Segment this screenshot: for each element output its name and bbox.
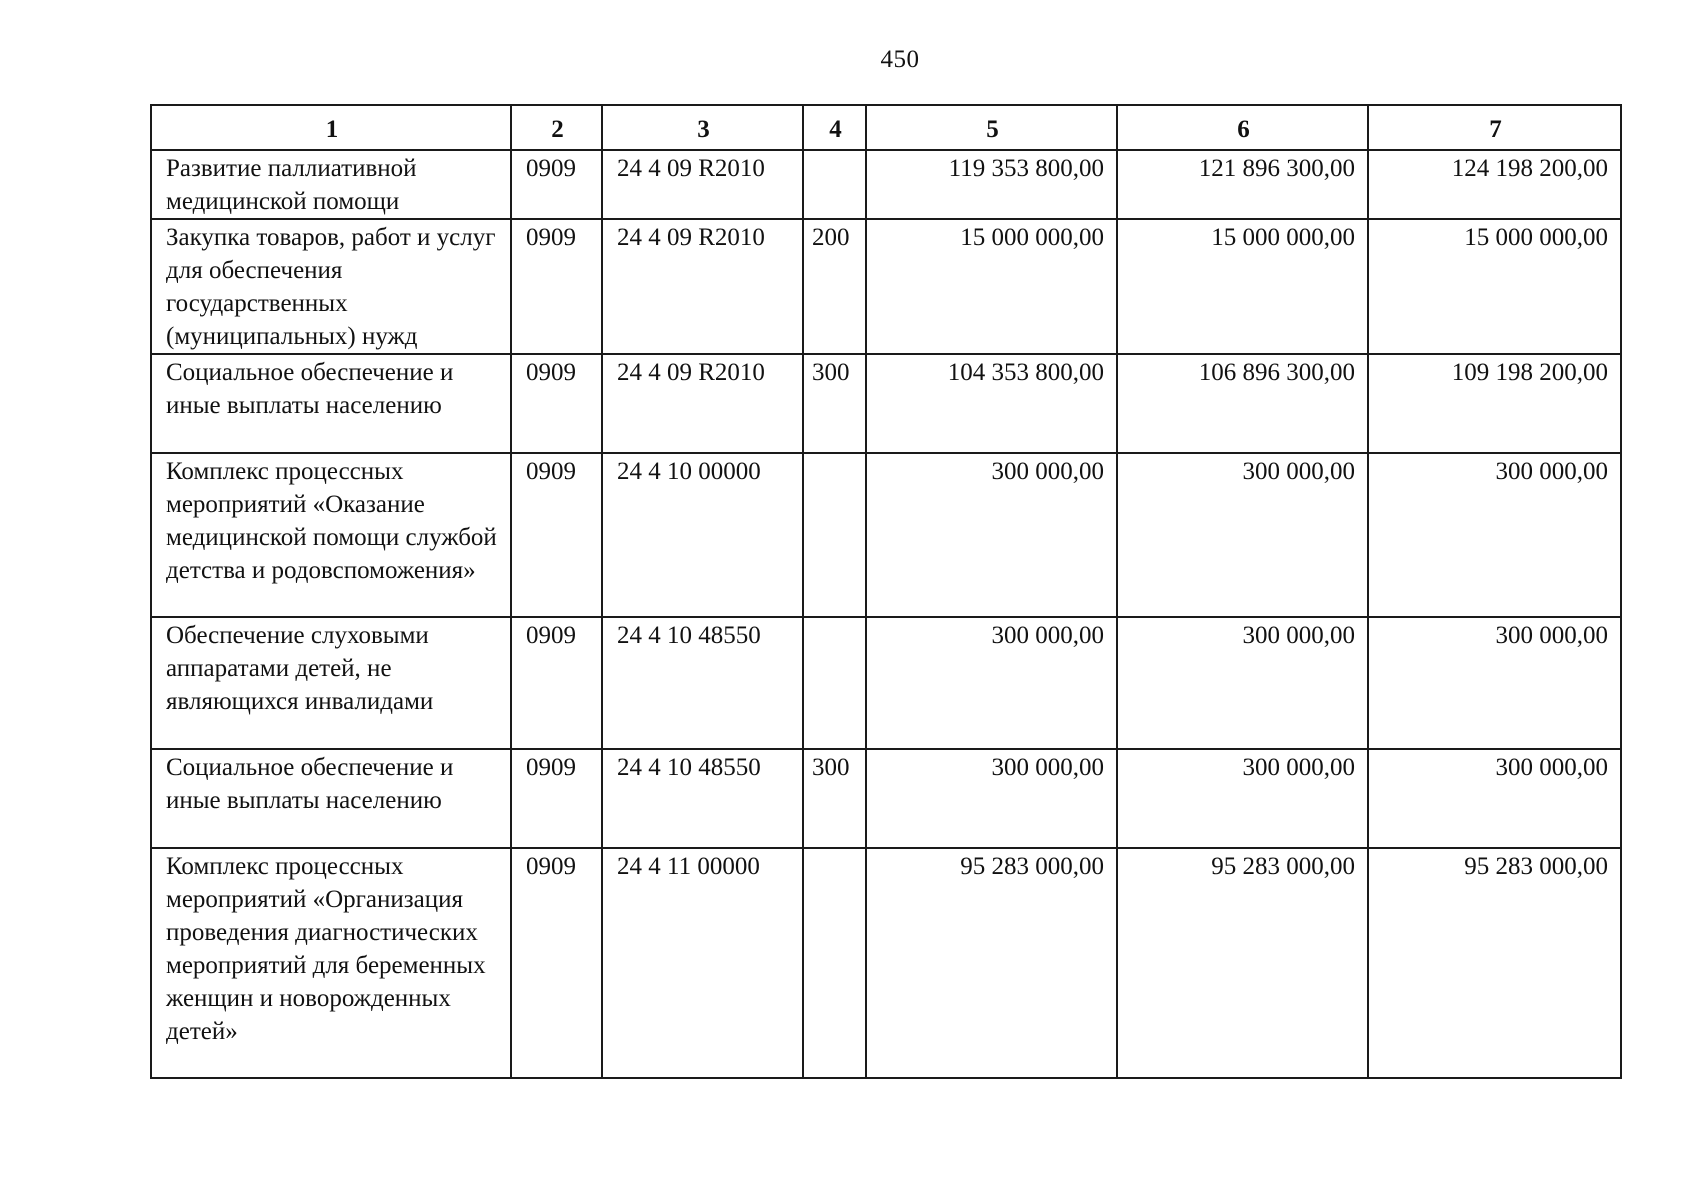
table-row xyxy=(151,453,1621,617)
row-amount-col6: 121 896 300,00 xyxy=(1117,150,1368,219)
row-code: 24 4 10 48550 xyxy=(602,749,803,848)
table-row xyxy=(151,749,1621,848)
column-header-3: 3 xyxy=(602,105,803,150)
row-amount-col6: 300 000,00 xyxy=(1117,749,1368,848)
row-amount-col6: 15 000 000,00 xyxy=(1117,219,1368,354)
row-expense-type: 300 xyxy=(803,354,866,453)
row-code: 24 4 09 R2010 xyxy=(602,219,803,354)
row-expense-type: 300 xyxy=(803,749,866,848)
row-name: Комплекс процессных мероприятий «Организация проведения диагностических мероприятий для беременных женщин и новорожденных детей» xyxy=(151,848,511,1078)
row-expense-type xyxy=(803,453,866,617)
row-amount-col7: 109 198 200,00 xyxy=(1368,354,1621,453)
row-amount-col7: 300 000,00 xyxy=(1368,453,1621,617)
table-row xyxy=(151,219,1621,354)
row-section: 0909 xyxy=(511,150,602,219)
column-header-6: 6 xyxy=(1117,105,1368,150)
row-amount-col6: 300 000,00 xyxy=(1117,453,1368,617)
row-code: 24 4 11 00000 xyxy=(602,848,803,1078)
row-code: 24 4 09 R2010 xyxy=(602,150,803,219)
row-section: 0909 xyxy=(511,848,602,1078)
row-section: 0909 xyxy=(511,354,602,453)
row-section: 0909 xyxy=(511,453,602,617)
row-amount-col7: 15 000 000,00 xyxy=(1368,219,1621,354)
row-section: 0909 xyxy=(511,617,602,749)
row-section: 0909 xyxy=(511,219,602,354)
row-amount-col5: 104 353 800,00 xyxy=(866,354,1117,453)
column-header-5: 5 xyxy=(866,105,1117,150)
budget-table xyxy=(150,104,1622,1079)
row-amount-col6: 95 283 000,00 xyxy=(1117,848,1368,1078)
row-name: Социальное обеспечение и иные выплаты населению xyxy=(151,354,511,453)
table-row xyxy=(151,617,1621,749)
row-code: 24 4 09 R2010 xyxy=(602,354,803,453)
page-number: 450 xyxy=(880,46,920,73)
row-amount-col7: 300 000,00 xyxy=(1368,617,1621,749)
header-row xyxy=(151,105,1621,150)
row-amount-col5: 300 000,00 xyxy=(866,749,1117,848)
table-row xyxy=(151,848,1621,1078)
column-header-7: 7 xyxy=(1368,105,1621,150)
column-header-4: 4 xyxy=(803,105,866,150)
row-amount-col6: 106 896 300,00 xyxy=(1117,354,1368,453)
row-name: Развитие паллиативной медицинской помощи xyxy=(151,150,511,219)
row-expense-type xyxy=(803,617,866,749)
row-amount-col7: 95 283 000,00 xyxy=(1368,848,1621,1078)
row-expense-type xyxy=(803,848,866,1078)
table-row xyxy=(151,150,1621,219)
row-section: 0909 xyxy=(511,749,602,848)
table-row xyxy=(151,354,1621,453)
row-amount-col6: 300 000,00 xyxy=(1117,617,1368,749)
column-header-2: 2 xyxy=(511,105,602,150)
row-name: Закупка товаров, работ и услуг для обеспечения государственных (муниципальных) нужд xyxy=(151,219,511,354)
row-code: 24 4 10 48550 xyxy=(602,617,803,749)
row-amount-col7: 124 198 200,00 xyxy=(1368,150,1621,219)
row-amount-col5: 119 353 800,00 xyxy=(866,150,1117,219)
row-amount-col5: 95 283 000,00 xyxy=(866,848,1117,1078)
row-name: Комплекс процессных мероприятий «Оказание медицинской помощи службой детства и родовспоможения» xyxy=(151,453,511,617)
row-amount-col5: 15 000 000,00 xyxy=(866,219,1117,354)
row-amount-col7: 300 000,00 xyxy=(1368,749,1621,848)
row-amount-col5: 300 000,00 xyxy=(866,617,1117,749)
row-name: Обеспечение слуховыми аппаратами детей, не являющихся инвалидами xyxy=(151,617,511,749)
row-name: Социальное обеспечение и иные выплаты населению xyxy=(151,749,511,848)
row-expense-type: 200 xyxy=(803,219,866,354)
column-header-1: 1 xyxy=(151,105,511,150)
row-expense-type xyxy=(803,150,866,219)
row-amount-col5: 300 000,00 xyxy=(866,453,1117,617)
row-code: 24 4 10 00000 xyxy=(602,453,803,617)
